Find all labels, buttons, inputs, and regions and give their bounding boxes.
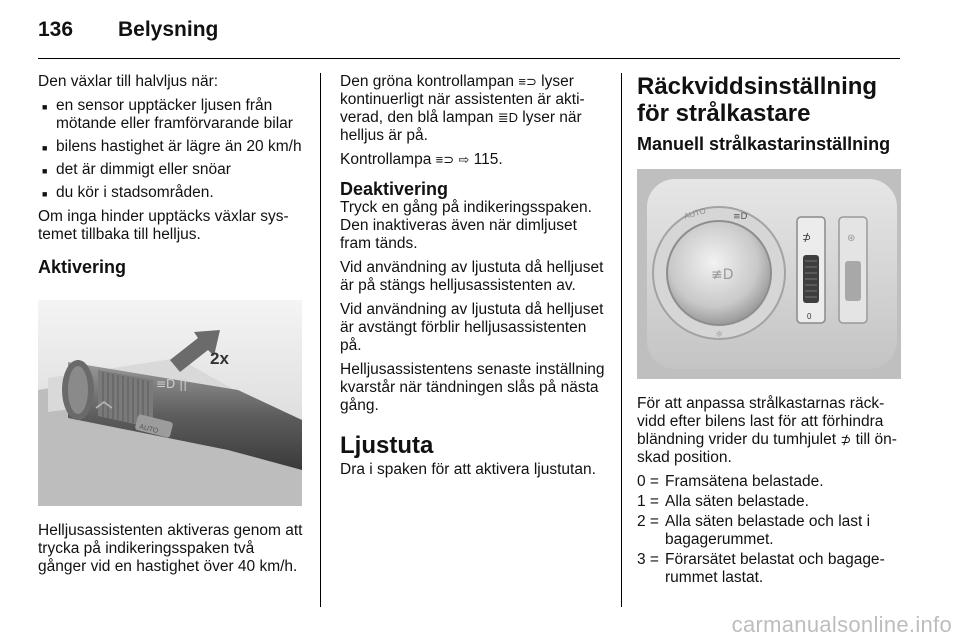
page-reference: Kontrollampa ≡⊃ ⇨ 115. — [340, 151, 503, 168]
watermark: carmanualsonline.info — [731, 612, 952, 637]
range-text: För att anpassa strålkastarnas räckvidd efter bilens last för att förhindra bländning vrider du tumhjulet ⊅ till önskad position. — [637, 395, 897, 466]
page-ref-icon: ⇨ — [458, 152, 470, 167]
intro-text: Den växlar till halvljus när: — [38, 73, 219, 90]
list-item: 0 = Framsätena belastade. — [637, 473, 824, 490]
deact-text-3: Vid användning av ljustuta då helljuset är avstängt förblir helljusassistenten på. — [340, 301, 604, 354]
svg-text:≡D ||: ≡D || — [156, 377, 188, 391]
page-number: 136 — [38, 18, 74, 41]
light-switch-illustration — [637, 169, 901, 379]
stalk-figure — [38, 300, 302, 506]
ljustuta-text: Dra i spaken för att aktivera ljustutan. — [340, 461, 596, 478]
fallback-text: Om inga hinder upptäcks växlar systemet tillbaka till helljus. — [38, 208, 289, 243]
column-3 — [637, 73, 903, 589]
header-divider — [38, 58, 900, 59]
figure-caption: Helljusassistenten aktiveras genom att trycka på indikeringsspaken två gånger vid en hastighet över 40 km/h. — [38, 522, 303, 575]
svg-text:≢D: ≢D — [711, 267, 734, 283]
list-item: ■ en sensor upptäcker ljusen från mötande eller framförvarande bilar — [38, 97, 306, 133]
list-item: 3 = Förarsätet belastat och bagagerummet lastat. — [637, 551, 885, 586]
deact-text-4: Helljusassistentens senaste inställning kvarstår när tändningen slås på nästa gång. — [340, 361, 605, 414]
heading-manual-adjust: Manuell strålkastarinställning — [637, 134, 891, 154]
list-item: ■ du kör i stadsområden. — [38, 184, 306, 202]
auto-label: AUTO — [683, 206, 707, 221]
stalk-illustration — [38, 300, 302, 506]
page-header — [38, 18, 218, 48]
heading-aktivering: Aktivering — [38, 257, 127, 277]
auto-highbeam-icon: ≡⊃ — [435, 152, 455, 167]
svg-text:≡D: ≡D — [733, 212, 748, 222]
heading-ljustuta: Ljustuta — [340, 432, 434, 459]
svg-text:⊛: ⊛ — [847, 233, 856, 244]
condition-list — [38, 97, 306, 202]
svg-text:AUTO: AUTO — [138, 423, 159, 436]
list-item: 1 = Alla säten belastade. — [637, 493, 809, 510]
column-divider-1 — [320, 73, 321, 607]
heading-range-adjust: Räckviddsinställning för strålkastare — [637, 73, 878, 127]
list-item: ■ bilens hastighet är lägre än 20 km/h — [38, 138, 306, 156]
figure-label: 2x — [210, 349, 229, 368]
heading-deaktivering: Deaktivering — [340, 179, 449, 199]
svg-text:⊅: ⊅ — [802, 231, 812, 244]
light-switch-figure — [637, 169, 901, 379]
svg-text:☼: ☼ — [715, 330, 724, 340]
page-title: Belysning — [118, 18, 219, 41]
auto-highbeam-icon: ≡⊃ — [518, 74, 537, 89]
deact-text-1: Tryck en gång på indikeringsspaken. Den inaktiveras även när dimljuset fram tänds. — [340, 199, 592, 252]
column-2 — [340, 73, 608, 485]
load-position-list — [637, 473, 903, 587]
svg-text:0: 0 — [807, 312, 812, 321]
list-item: ■ det är dimmigt eller snöar — [38, 161, 306, 179]
highbeam-icon: ≣D — [497, 110, 518, 125]
headlight-range-icon: ⊅ — [840, 432, 852, 447]
indicator-text: Den gröna kontrollampan ≡⊃ lyser kontinuerligt när assistenten är aktiverad, den blå lampan ≣D lyser när helljus är på. — [340, 73, 585, 144]
column-1 — [38, 73, 306, 582]
deact-text-2: Vid användning av ljustuta då helljuset är på stängs helljusassistenten av. — [340, 259, 604, 294]
column-divider-2 — [621, 73, 622, 607]
list-item: 2 = Alla säten belastade och last i bagagerummet. — [637, 513, 871, 548]
